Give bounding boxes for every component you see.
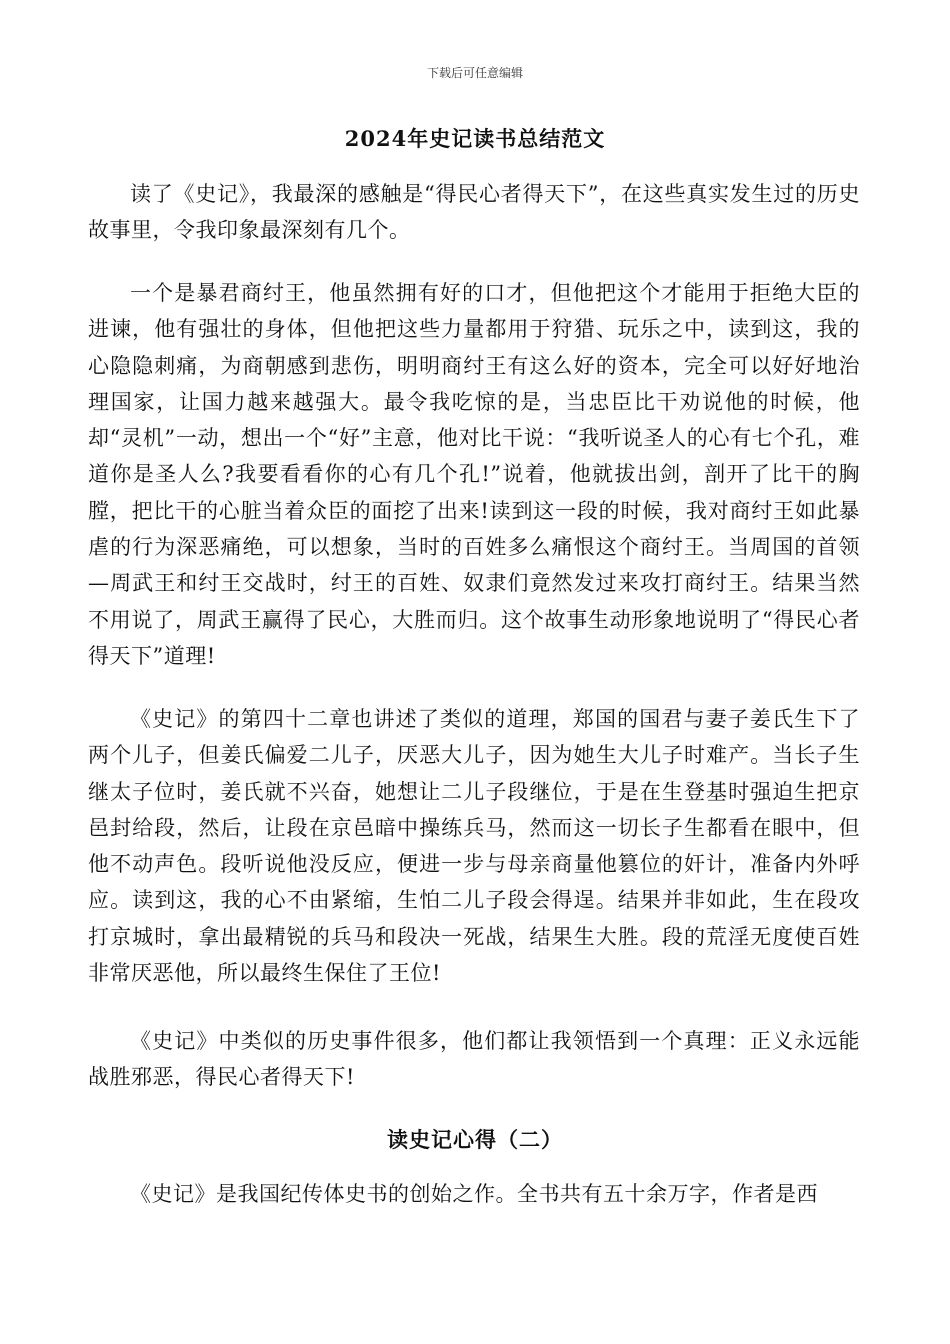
page-header-note: 下载后可任意编辑 (426, 66, 523, 80)
paragraph-2: 一个是暴君商纣王，他虽然拥有好的口才，但他把这个才能用于拒绝大臣的进谏，他有强壮的身体，但他把这些力量都用于狩猎、玩乐之中，读到这，我的心隐隐刺痛，为商朝感到悲伤，明明商纣王有这么好的资本，完全可以好好地治理国家，让国力越来越强大。最令我吃惊的是，当忠臣比干劝说他的时候，他却“灵机”一动，想出一个“好”主意，他对比干说：“我听说圣人的心有七个孔，难道你是圣人么?我要看看你的心有几个孔!”说着，他就拔出剑，剖开了比干的胸膛，把比干的心脏当着众臣的面挖了出来!读到这一段的时候，我对商纣王如此暴虐的行为深恶痛绝，可以想象，当时的百姓多么痛恨这个商纣王。当周国的首领—周武王和纣王交战时，纣王的百姓、奴隶们竟然发过来攻打商纣王。结果当然不用说了，周武王赢得了民心，大胜而归。这个故事生动形象地说明了“得民心者得天下”道理! (88, 281, 860, 668)
paragraph-1: 读了《史记》，我最深的感触是“得民心者得天下”，在这些真实发生过的历史故事里，令我印象最深刻有几个。 (88, 182, 860, 243)
document-title: 2024年史记读书总结范文 (344, 126, 606, 151)
section-subtitle: 读史记心得（二） (387, 1127, 563, 1152)
paragraph-3: 《史记》的第四十二章也讲述了类似的道理，郑国的国君与妻子姜氏生下了两个儿子，但姜氏偏爱二儿子，厌恶大儿子，因为她生大儿子时难产。当长子生继太子位时，姜氏就不兴奋，她想让二儿子段继位，于是在生登基时强迫生把京邑封给段，然后，让段在京邑暗中操练兵马，然而这一切长子生都看在眼中，但他不动声色。段听说他没反应，便进一步与母亲商量他篡位的奸计，准备内外呼应。读到这，我的心不由紧缩，生怕二儿子段会得逞。结果并非如此，生在段攻打京城时，拿出最精锐的兵马和段决一死战，结果生大胜。段的荒淫无度使百姓非常厌恶他，所以最终生保住了王位! (88, 707, 860, 986)
sub-paragraph-1: 《史记》是我国纪传体史书的创始之作。全书共有五十余万字，作者是西 (130, 1182, 818, 1206)
paragraph-4: 《史记》中类似的历史事件很多，他们都让我领悟到一个真理：正义永远能战胜邪恶，得民心者得天下! (88, 1029, 860, 1090)
